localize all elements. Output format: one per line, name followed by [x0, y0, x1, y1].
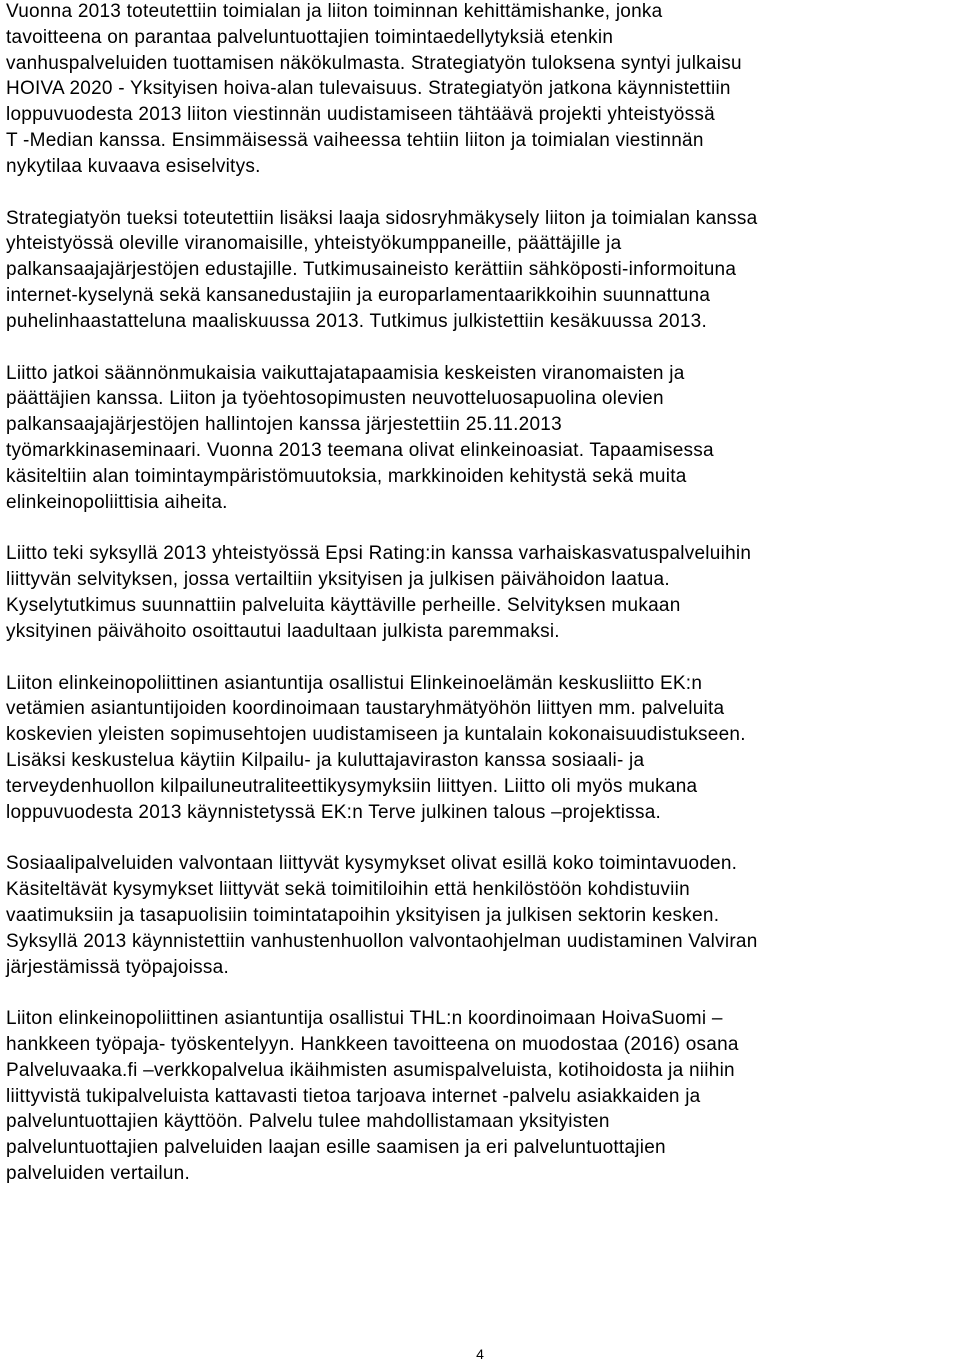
paragraph-ek-cooperation: Liiton elinkeinopoliittinen asiantuntija osallistui Elinkeinoelämän keskusliitto EK:n vetämien asiantuntijoiden koordinoimaan taustaryhmätyöhön liittyen mm. palveluita koskevien yleisten sopimusehtojen uudistamiseen ja kuntalain kokonaisuudistukseen. Lisäksi keskustelua käytiin Kilpailu- ja kuluttajaviraston kanssa sosiaali- ja terveydenhuollon kilpailuneutraliteettikysymyksiin liittyen. Liitto oli myös mukana loppuvuodesta 2013 käynnistetyssä EK:n Terve julkinen talous –projektissa. [6, 672, 746, 823]
paragraph-hoivasuomi: Liiton elinkeinopoliittinen asiantuntija osallistui THL:n koordinoimaan HoivaSuomi – hankkeen työpaja- työskentelyyn. Hankkeen tavoitteena on muodostaa (2016) osana Palveluvaaka.fi –verkkopalvelua ikäihmisten asumispalveluista, kotihoidosta ja niihin liittyvistä tukipalveluista kattavasti tietoa tarjoava internet -palvelu asiakkaiden ja palveluntuottajien käyttöön. Palvelu tulee mahdollistamaan yksityisten palveluntuottajien palveluiden laajan esille saamisen ja eri palveluntuottajien palveluiden vertailun. [6, 1008, 739, 1185]
paragraph-supervision: Sosiaalipalveluiden valvontaan liittyvät kysymykset olivat esillä koko toimintavuoden. Käsiteltävät kysymykset liittyvät sekä toimitiloihin että henkilöstöön kohdistuviin vaatimuksiin ja tasapuolisiin toimintatapoihin yksityisen ja julkisen sektorin kesken. Syksyllä 2013 käynnistettiin vanhustenhuollon valvontaohjelman uudistaminen Valviran järjestämissä työpajoissa. [6, 853, 758, 978]
paragraph-stakeholder-survey: Strategiatyön tueksi toteutettiin lisäksi laaja sidosryhmäkysely liiton ja toimialan kanssa yhteistyössä oleville viranomaisille, yhteistyökumppaneille, päättäjille ja palkansaajajärjestöjen edustajille. Tutkimusaineisto kerättiin sähköposti-informoituna internet-kyselynä sekä kansanedustajiin ja europarlamentaarikkoihin suunnattuna puhelinhaastatteluna maaliskuussa 2013. Tutkimus julkistettiin kesäkuussa 2013. [6, 207, 758, 332]
page-number: 4 [476, 1346, 484, 1362]
paragraph-daycare-study: Liitto teki syksyllä 2013 yhteistyössä Epsi Rating:in kanssa varhaiskasvatuspalveluihin liittyvän selvityksen, jossa vertailtiin yksityisen ja julkisen päivähoidon laatua. Kyselytutkimus suunnattiin palveluita käyttäville perheille. Selvityksen mukaan yksityinen päivähoito osoittautui laadultaan julkista paremmaksi. [6, 543, 752, 642]
paragraph-influencer-meetings: Liitto jatkoi säännönmukaisia vaikuttajatapaamisia keskeisten viranomaisten ja päättäjien kanssa. Liiton ja työehtosopimusten neuvotteluosapuolina olevien palkansaajajärjestöjen hallintojen kanssa järjestettiin 25.11.2013 työmarkkinaseminaari. Vuonna 2013 teemana olivat elinkeinoasiat. Tapaamisessa käsiteltiin alan toimintaympäristömuutoksia, markkinoiden kehitystä sekä muita elinkeinopoliittisia aiheita. [6, 362, 714, 513]
document-page [6, 0, 956, 1213]
paragraph-strategy-project: Vuonna 2013 toteutettiin toimialan ja liiton toiminnan kehittämishanke, jonka tavoitteena on parantaa palveluntuottajien toimintaedellytyksiä etenkin vanhuspalveluiden tuottamisen näkökulmasta. Strategiatyön tuloksena syntyi julkaisu HOIVA 2020 - Yksityisen hoiva-alan tulevaisuus. Strategiatyön jatkona käynnistettiin loppuvuodesta 2013 liiton viestinnän uudistamiseen tähtäävä projekti yhteistyössä T -Median kanssa. Ensimmäisessä vaiheessa tehtiin liiton ja toimialan viestinnän nykytilaa kuvaava esiselvitys. [6, 1, 742, 177]
